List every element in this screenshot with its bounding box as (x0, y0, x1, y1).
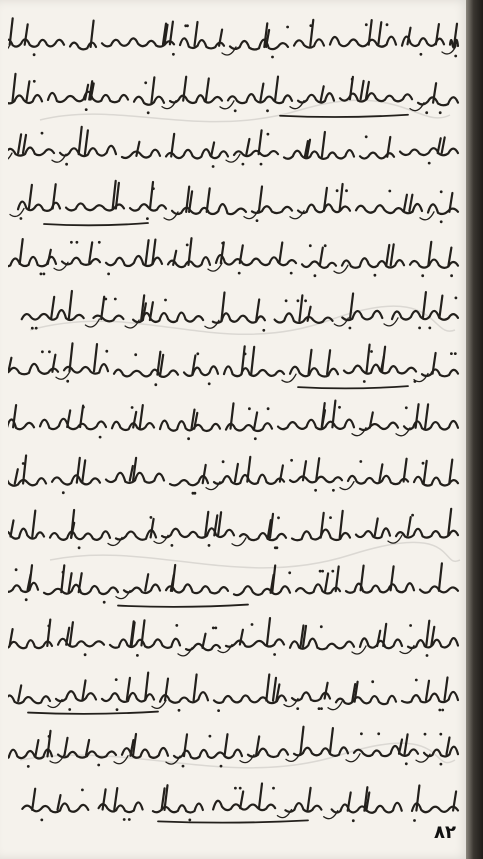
manuscript-line (8, 396, 462, 448)
manuscript-line (8, 123, 462, 175)
manuscript-line (8, 14, 462, 66)
book-spine-shadow (466, 0, 483, 859)
page-number: ٨٢ (434, 822, 456, 843)
cursive-script-strokes (8, 69, 462, 121)
ink-underline (118, 605, 248, 607)
manuscript-line (8, 777, 462, 829)
manuscript-line (8, 668, 462, 720)
cursive-script-strokes (8, 777, 462, 829)
manuscript-line (8, 559, 462, 611)
manuscript-line (8, 614, 462, 666)
ink-underline (44, 223, 148, 225)
manuscript-line (8, 232, 462, 284)
cursive-script-strokes (8, 341, 462, 393)
cursive-script-strokes (8, 396, 462, 448)
ink-underline (158, 820, 308, 822)
manuscript-line (8, 450, 462, 502)
manuscript-line (8, 69, 462, 121)
cursive-script-strokes (8, 450, 462, 502)
cursive-script-strokes (8, 123, 462, 175)
manuscript-line (8, 341, 462, 393)
ink-underline (28, 712, 158, 714)
manuscript-line (8, 505, 462, 557)
cursive-script-strokes (8, 668, 462, 720)
manuscript-line (8, 178, 462, 230)
cursive-script-strokes (8, 178, 462, 230)
cursive-script-strokes (8, 505, 462, 557)
ink-underline (298, 386, 408, 388)
cursive-script-strokes (8, 614, 462, 666)
cursive-script-strokes (8, 14, 462, 66)
cursive-script-strokes (8, 287, 462, 339)
cursive-script-strokes (8, 723, 462, 775)
cursive-script-strokes (8, 559, 462, 611)
manuscript-line (8, 723, 462, 775)
cursive-script-strokes (8, 232, 462, 284)
manuscript-line (8, 287, 462, 339)
ink-underline (280, 114, 408, 116)
